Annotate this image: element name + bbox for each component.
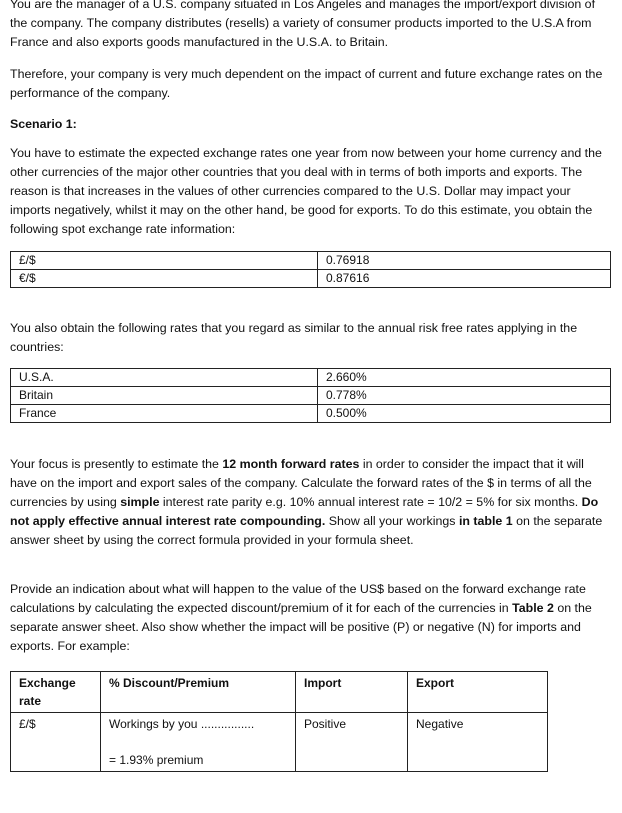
scenario-text: You have to estimate the expected exchange rates one year from now between your home currency and the other currencies of the major other countries that you deal with in terms of both imports and exports. The reason is that increases in the values of other currencies compared to the U.S. Dollar may impact your imports negatively, whilst it may on the other hand, be good for exports. To do this estimate, you obtain the following spot exchange rate information: (10, 146, 602, 236)
table-row (11, 713, 548, 772)
currency-pair-cell: €/$ (11, 270, 318, 288)
rate-cell: £/$ (11, 713, 101, 772)
currency-pair-cell: £/$ (11, 252, 318, 270)
export-cell: Negative (408, 713, 548, 772)
discount-premium-cell (101, 713, 296, 772)
rate-cell: 0.778% (318, 387, 611, 405)
provide-text: Provide an indication about what will happen to the value of the US$ based on the forward exchange rate calculations by calculating the expected discount/premium of it for each of the currencies in Table 2 on the separate answer sheet. Also show whether the impact will be positive (P) or negative (N) for imports and exports. For example: (10, 582, 592, 653)
table-row (11, 252, 611, 270)
import-cell: Positive (296, 713, 408, 772)
provide-paragraph (10, 580, 612, 656)
column-header: Import (296, 672, 408, 713)
table-row (11, 270, 611, 288)
country-cell: U.S.A. (11, 369, 318, 387)
rate-cell: 0.87616 (318, 270, 611, 288)
workings-text: Workings by you ................ (109, 717, 255, 731)
rate-cell: 2.660% (318, 369, 611, 387)
risk-free-intro-text: You also obtain the following rates that you regard as similar to the annual risk free rates applying in the countries: (10, 321, 578, 354)
table-row (11, 387, 611, 405)
scenario-heading-text: Scenario 1: (10, 117, 77, 131)
focus-text: Your focus is presently to estimate the 12 month forward rates in order to consider the impact that it will have on the import and export sales of the company. Calculate the forward rates of the $ in terms of all the currencies by using simple interest rate parity e.g. 10% annual interest rate = 10/2 = 5% for six months. Do not apply effective annual interest rate compounding. Show all your workings in table 1 on the separate answer sheet by using the correct formula provided in your formula sheet. (10, 457, 603, 547)
scenario-heading (10, 115, 612, 134)
result-text: = 1.93% premium (109, 753, 204, 767)
column-header: Exchange rate (11, 672, 101, 713)
column-header: Export (408, 672, 548, 713)
intro-text: You are the manager of a U.S. company situated in Los Angeles and manages the import/export division of the company. The company distributes (resells) a variety of consumer products imported to the U.S.A from France and also exports goods manufactured in the U.S.A. to Britain. (10, 0, 596, 49)
dependency-paragraph (10, 65, 612, 103)
dependency-text: Therefore, your company is very much dependent on the impact of current and future exchange rates on the performance of the company. (10, 67, 603, 100)
rate-cell: 0.76918 (318, 252, 611, 270)
country-cell: Britain (11, 387, 318, 405)
intro-paragraph (10, 0, 612, 52)
table-row (11, 369, 611, 387)
risk-free-rate-table (10, 368, 612, 423)
risk-free-intro-paragraph (10, 319, 612, 357)
rate-cell: 0.500% (318, 405, 611, 423)
table-header-row (11, 672, 548, 713)
country-cell: France (11, 405, 318, 423)
scenario-paragraph (10, 144, 612, 239)
focus-paragraph (10, 455, 612, 550)
column-header: % Discount/Premium (101, 672, 296, 713)
table-row (11, 405, 611, 423)
spot-rate-table (10, 251, 612, 288)
